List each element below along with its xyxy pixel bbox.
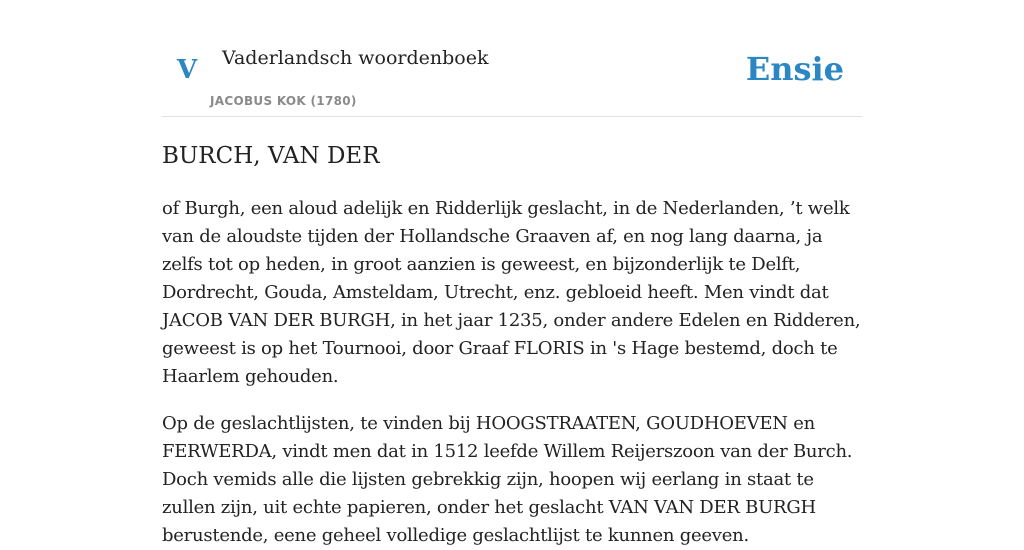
book-letter-badge[interactable]: V bbox=[177, 55, 198, 85]
book-title-link[interactable]: Vaderlandsch woordenboek bbox=[222, 47, 489, 69]
entry-title: BURCH, VAN DER bbox=[162, 143, 380, 169]
entry-paragraph: of Burgh, een aloud adelijk en Ridderlijk geslacht, in de Nederlanden, ’t welk van de aloudste tijden der Hollandsche Graaven af, en nog lang daarna, ja zelfs tot op heden, in groot aanzien is geweest, en bijzonderlijk te Delft, Dordrecht, Gouda, Amsteldam, Utrecht, enz. gebloeid heeft. Men vindt dat JACOB VAN DER BURGH, in het jaar 1235, onder andere Edelen en Ridderen, geweest is op het Tournooi, door Graaf FLORIS in 's Hage bestemd, doch te Haarlem gehouden. bbox=[162, 198, 861, 387]
book-header bbox=[162, 0, 862, 117]
content-column bbox=[162, 0, 862, 550]
entry-body bbox=[162, 195, 862, 550]
ensie-logo-link[interactable]: Ensie bbox=[745, 50, 844, 88]
book-author: JACOBUS KOK (1780) bbox=[210, 94, 357, 108]
entry-paragraph: Op de geslachtlijsten, te vinden bij HOOGSTRAATEN, GOUDHOEVEN en FERWERDA, vindt men dat in 1512 leefde Willem Reijerszoon van der Burch. Doch vemids alle die lijsten gebrekkig zijn, hoopen wij eerlang in staat te zullen zijn, uit echte papieren, onder het geslacht VAN VAN DER BURGH berustende, eene geheel volledige geslachtlijst te kunnen geeven. bbox=[162, 413, 853, 546]
